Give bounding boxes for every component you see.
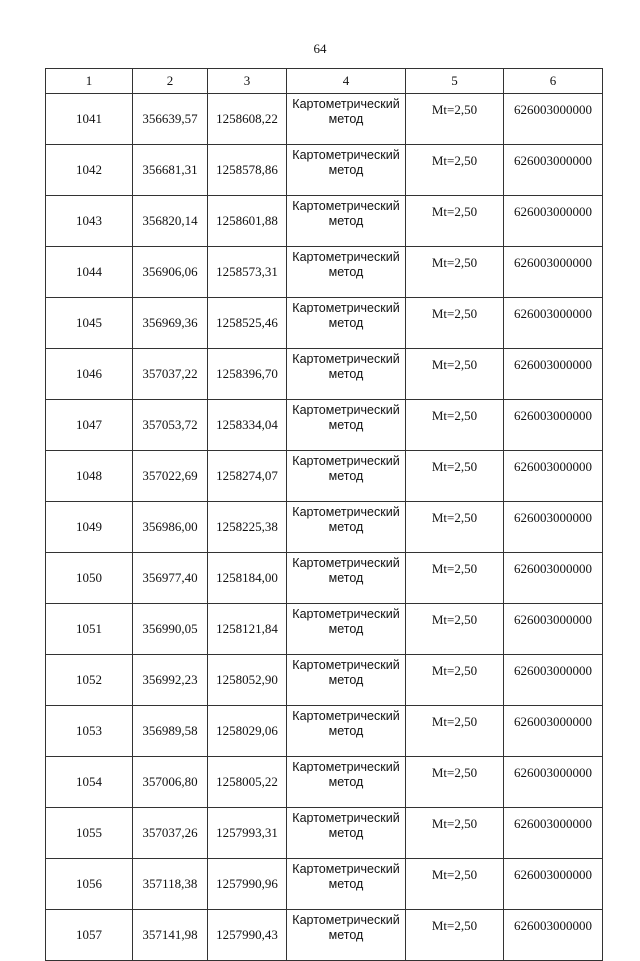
table-row <box>46 94 603 145</box>
table-row <box>46 298 603 349</box>
accuracy-cell: Mt=2,50 <box>406 757 504 808</box>
code-cell: 626003000000 <box>504 196 603 247</box>
point-number-cell: 1053 <box>46 706 133 757</box>
code-cell: 626003000000 <box>504 604 603 655</box>
method-cell <box>287 298 406 349</box>
table-row <box>46 247 603 298</box>
y-coordinate-cell: 1258608,22 <box>208 94 287 145</box>
code-cell: 626003000000 <box>504 706 603 757</box>
x-coordinate-cell: 357141,98 <box>133 910 208 961</box>
method-line-2: метод <box>328 520 364 534</box>
point-number-cell: 1051 <box>46 604 133 655</box>
x-coordinate-cell: 357037,22 <box>133 349 208 400</box>
y-coordinate-cell: 1258121,84 <box>208 604 287 655</box>
y-coordinate-cell: 1258573,31 <box>208 247 287 298</box>
method-line-1: Картометрический <box>292 505 400 519</box>
code-cell: 626003000000 <box>504 400 603 451</box>
header-col-3: 3 <box>208 69 287 94</box>
x-coordinate-cell: 356977,40 <box>133 553 208 604</box>
y-coordinate-cell: 1258334,04 <box>208 400 287 451</box>
x-coordinate-cell: 357022,69 <box>133 451 208 502</box>
method-cell <box>287 145 406 196</box>
method-line-1: Картометрический <box>292 709 400 723</box>
x-coordinate-cell: 357053,72 <box>133 400 208 451</box>
code-cell: 626003000000 <box>504 859 603 910</box>
point-number-cell: 1048 <box>46 451 133 502</box>
header-col-6: 6 <box>504 69 603 94</box>
x-coordinate-cell: 357006,80 <box>133 757 208 808</box>
y-coordinate-cell: 1258225,38 <box>208 502 287 553</box>
table-row <box>46 145 603 196</box>
method-cell <box>287 910 406 961</box>
code-cell: 626003000000 <box>504 349 603 400</box>
method-cell <box>287 349 406 400</box>
table-row <box>46 808 603 859</box>
accuracy-cell: Mt=2,50 <box>406 706 504 757</box>
y-coordinate-cell: 1257990,96 <box>208 859 287 910</box>
accuracy-cell: Mt=2,50 <box>406 247 504 298</box>
method-line-1: Картометрический <box>292 352 400 366</box>
accuracy-cell: Mt=2,50 <box>406 808 504 859</box>
code-cell: 626003000000 <box>504 502 603 553</box>
accuracy-cell: Mt=2,50 <box>406 94 504 145</box>
method-line-2: метод <box>328 316 364 330</box>
coordinates-table <box>45 68 603 961</box>
method-line-1: Картометрический <box>292 454 400 468</box>
method-line-1: Картометрический <box>292 658 400 672</box>
method-line-2: метод <box>328 214 364 228</box>
x-coordinate-cell: 357037,26 <box>133 808 208 859</box>
method-cell <box>287 94 406 145</box>
code-cell: 626003000000 <box>504 94 603 145</box>
point-number-cell: 1056 <box>46 859 133 910</box>
method-line-2: метод <box>328 724 364 738</box>
accuracy-cell: Mt=2,50 <box>406 655 504 706</box>
table-row <box>46 553 603 604</box>
y-coordinate-cell: 1258274,07 <box>208 451 287 502</box>
y-coordinate-cell: 1258396,70 <box>208 349 287 400</box>
point-number-cell: 1054 <box>46 757 133 808</box>
y-coordinate-cell: 1258029,06 <box>208 706 287 757</box>
method-cell <box>287 757 406 808</box>
code-cell: 626003000000 <box>504 553 603 604</box>
method-line-1: Картометрический <box>292 556 400 570</box>
header-col-4: 4 <box>287 69 406 94</box>
y-coordinate-cell: 1258601,88 <box>208 196 287 247</box>
accuracy-cell: Mt=2,50 <box>406 604 504 655</box>
method-cell <box>287 859 406 910</box>
code-cell: 626003000000 <box>504 451 603 502</box>
method-line-2: метод <box>328 163 364 177</box>
method-cell <box>287 604 406 655</box>
point-number-cell: 1055 <box>46 808 133 859</box>
method-line-2: метод <box>328 826 364 840</box>
header-col-5: 5 <box>406 69 504 94</box>
y-coordinate-cell: 1258184,00 <box>208 553 287 604</box>
method-line-2: метод <box>328 265 364 279</box>
y-coordinate-cell: 1258005,22 <box>208 757 287 808</box>
code-cell: 626003000000 <box>504 247 603 298</box>
accuracy-cell: Mt=2,50 <box>406 145 504 196</box>
y-coordinate-cell: 1257990,43 <box>208 910 287 961</box>
accuracy-cell: Mt=2,50 <box>406 298 504 349</box>
method-line-1: Картометрический <box>292 811 400 825</box>
table-row <box>46 604 603 655</box>
accuracy-cell: Mt=2,50 <box>406 910 504 961</box>
method-line-1: Картометрический <box>292 607 400 621</box>
method-line-1: Картометрический <box>292 301 400 315</box>
accuracy-cell: Mt=2,50 <box>406 196 504 247</box>
code-cell: 626003000000 <box>504 655 603 706</box>
x-coordinate-cell: 356681,31 <box>133 145 208 196</box>
table-row <box>46 757 603 808</box>
table-row <box>46 502 603 553</box>
table-row <box>46 349 603 400</box>
method-line-2: метод <box>328 622 364 636</box>
method-line-1: Картометрический <box>292 148 400 162</box>
method-line-1: Картометрический <box>292 403 400 417</box>
x-coordinate-cell: 356992,23 <box>133 655 208 706</box>
method-line-2: метод <box>328 877 364 891</box>
x-coordinate-cell: 356990,05 <box>133 604 208 655</box>
method-line-1: Картометрический <box>292 862 400 876</box>
table-row <box>46 706 603 757</box>
method-line-1: Картометрический <box>292 913 400 927</box>
code-cell: 626003000000 <box>504 757 603 808</box>
x-coordinate-cell: 356820,14 <box>133 196 208 247</box>
method-line-2: метод <box>328 928 364 942</box>
method-line-1: Картометрический <box>292 97 400 111</box>
accuracy-cell: Mt=2,50 <box>406 349 504 400</box>
point-number-cell: 1045 <box>46 298 133 349</box>
table-header <box>46 69 603 94</box>
method-line-2: метод <box>328 571 364 585</box>
method-cell <box>287 502 406 553</box>
table-row <box>46 910 603 961</box>
table-row <box>46 451 603 502</box>
table-row <box>46 196 603 247</box>
method-line-2: метод <box>328 418 364 432</box>
method-line-2: метод <box>328 673 364 687</box>
code-cell: 626003000000 <box>504 145 603 196</box>
method-cell <box>287 553 406 604</box>
table-row <box>46 655 603 706</box>
point-number-cell: 1050 <box>46 553 133 604</box>
accuracy-cell: Mt=2,50 <box>406 451 504 502</box>
method-cell <box>287 706 406 757</box>
accuracy-cell: Mt=2,50 <box>406 400 504 451</box>
method-line-2: метод <box>328 112 364 126</box>
table-body <box>46 94 603 961</box>
code-cell: 626003000000 <box>504 298 603 349</box>
point-number-cell: 1046 <box>46 349 133 400</box>
x-coordinate-cell: 356639,57 <box>133 94 208 145</box>
table-row <box>46 400 603 451</box>
point-number-cell: 1044 <box>46 247 133 298</box>
accuracy-cell: Mt=2,50 <box>406 502 504 553</box>
x-coordinate-cell: 356989,58 <box>133 706 208 757</box>
accuracy-cell: Mt=2,50 <box>406 859 504 910</box>
y-coordinate-cell: 1258578,86 <box>208 145 287 196</box>
accuracy-cell: Mt=2,50 <box>406 553 504 604</box>
y-coordinate-cell: 1257993,31 <box>208 808 287 859</box>
method-line-1: Картометрический <box>292 199 400 213</box>
y-coordinate-cell: 1258525,46 <box>208 298 287 349</box>
point-number-cell: 1052 <box>46 655 133 706</box>
method-line-2: метод <box>328 367 364 381</box>
table-row <box>46 859 603 910</box>
header-col-2: 2 <box>133 69 208 94</box>
method-line-2: метод <box>328 775 364 789</box>
x-coordinate-cell: 356906,06 <box>133 247 208 298</box>
x-coordinate-cell: 356969,36 <box>133 298 208 349</box>
y-coordinate-cell: 1258052,90 <box>208 655 287 706</box>
method-cell <box>287 655 406 706</box>
header-row <box>46 69 603 94</box>
method-cell <box>287 247 406 298</box>
point-number-cell: 1043 <box>46 196 133 247</box>
point-number-cell: 1041 <box>46 94 133 145</box>
method-cell <box>287 400 406 451</box>
method-cell <box>287 451 406 502</box>
point-number-cell: 1047 <box>46 400 133 451</box>
method-line-1: Картометрический <box>292 760 400 774</box>
point-number-cell: 1057 <box>46 910 133 961</box>
x-coordinate-cell: 356986,00 <box>133 502 208 553</box>
code-cell: 626003000000 <box>504 910 603 961</box>
code-cell: 626003000000 <box>504 808 603 859</box>
header-col-1: 1 <box>46 69 133 94</box>
method-cell <box>287 808 406 859</box>
method-cell <box>287 196 406 247</box>
x-coordinate-cell: 357118,38 <box>133 859 208 910</box>
point-number-cell: 1049 <box>46 502 133 553</box>
point-number-cell: 1042 <box>46 145 133 196</box>
method-line-2: метод <box>328 469 364 483</box>
method-line-1: Картометрический <box>292 250 400 264</box>
page-number: 64 <box>313 41 327 56</box>
